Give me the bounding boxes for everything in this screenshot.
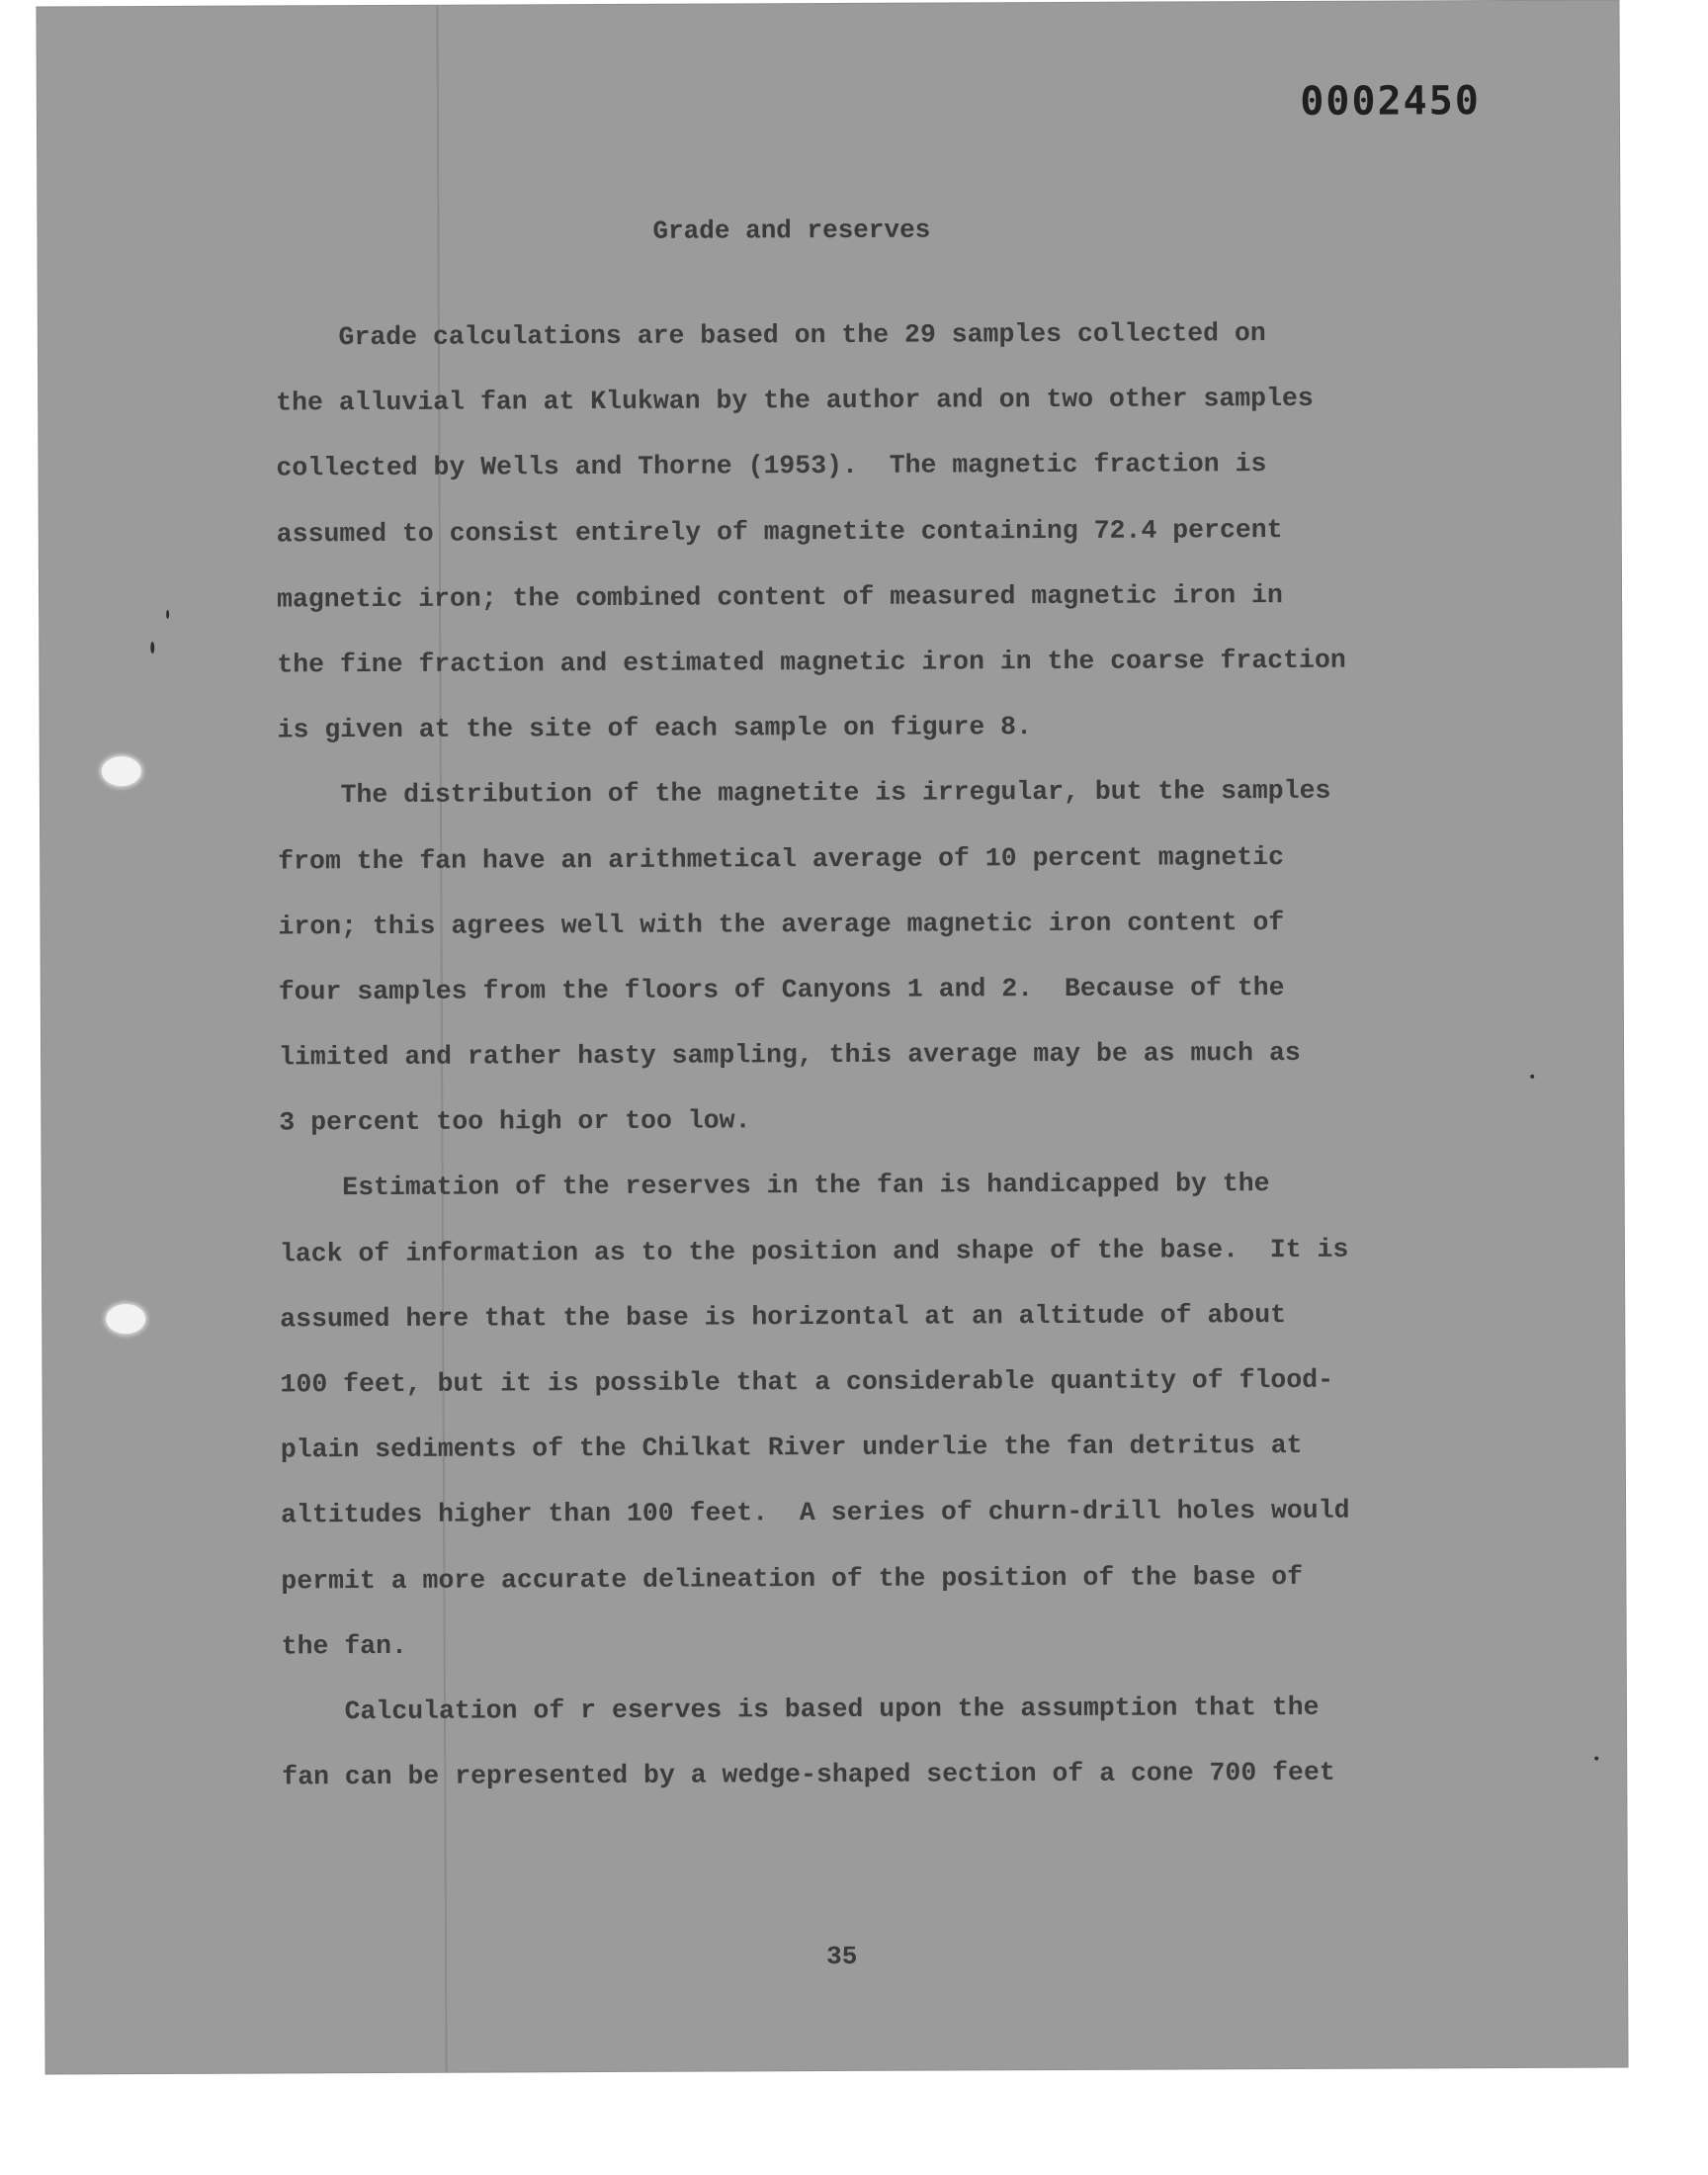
paper-speck bbox=[1530, 1075, 1534, 1079]
document-number: 0002450 bbox=[1300, 78, 1481, 125]
text-line: collected by Wells and Thorne (1953). The magnetic fraction is bbox=[276, 449, 1267, 483]
text-line: assumed here that the base is horizontal at an altitude of about bbox=[280, 1299, 1287, 1335]
body-text bbox=[276, 300, 1508, 1810]
text-line: permit a more accurate delineation of the position of the base of bbox=[281, 1561, 1304, 1597]
text-line: fan can be represented by a wedge-shaped section of a cone 700 feet bbox=[282, 1757, 1335, 1792]
text-line: magnetic iron; the combined content of measured magnetic iron in bbox=[276, 579, 1283, 615]
text-line: from the fan have an arithmetical average of 10 percent magnetic bbox=[278, 841, 1285, 876]
document-page bbox=[37, 1, 1627, 2074]
text-line: Calculation of r eserves is based upon the assumption that the bbox=[281, 1692, 1320, 1727]
paper-speck bbox=[150, 642, 154, 653]
page-title: Grade and reserves bbox=[652, 215, 931, 246]
text-line: assumed to consist entirely of magnetite containing 72.4 percent bbox=[276, 514, 1283, 550]
text-line: 3 percent too high or too low. bbox=[279, 1105, 751, 1138]
paper-speck bbox=[1594, 1757, 1598, 1761]
text-line: is given at the site of each sample on figure 8. bbox=[277, 712, 1033, 745]
text-line: four samples from the floors of Canyons 1 and 2. Because of the bbox=[278, 972, 1285, 1007]
text-line: limited and rather hasty sampling, this average may be as much as bbox=[279, 1037, 1301, 1073]
text-line: the fan. bbox=[281, 1630, 407, 1662]
text-line: altitudes higher than 100 feet. A series of churn-drill holes would bbox=[281, 1496, 1350, 1530]
punch-hole bbox=[106, 1304, 145, 1334]
page-number: 35 bbox=[825, 1941, 858, 1972]
text-line: 100 feet, but it is possible that a considerable quantity of flood- bbox=[280, 1364, 1334, 1400]
text-line: The distribution of the magnetite is irregular, but the samples bbox=[277, 776, 1331, 811]
text-line: Grade calculations are based on the 29 samples collected on bbox=[275, 318, 1266, 353]
text-line: plain sediments of the Chilkat River underlie the fan detritus at bbox=[280, 1431, 1303, 1465]
text-line: iron; this agrees well with the average magnetic iron content of bbox=[278, 907, 1285, 942]
text-line: lack of information as to the position and shape of the base. It is bbox=[279, 1234, 1349, 1269]
text-line: the alluvial fan at Klukwan by the author and on two other samples bbox=[276, 384, 1314, 418]
paper-speck bbox=[166, 610, 169, 619]
text-line: the fine fraction and estimated magnetic iron in the coarse fraction bbox=[277, 645, 1346, 680]
text-line: Estimation of the reserves in the fan is handicapped by the bbox=[279, 1169, 1270, 1203]
punch-hole bbox=[102, 756, 141, 786]
